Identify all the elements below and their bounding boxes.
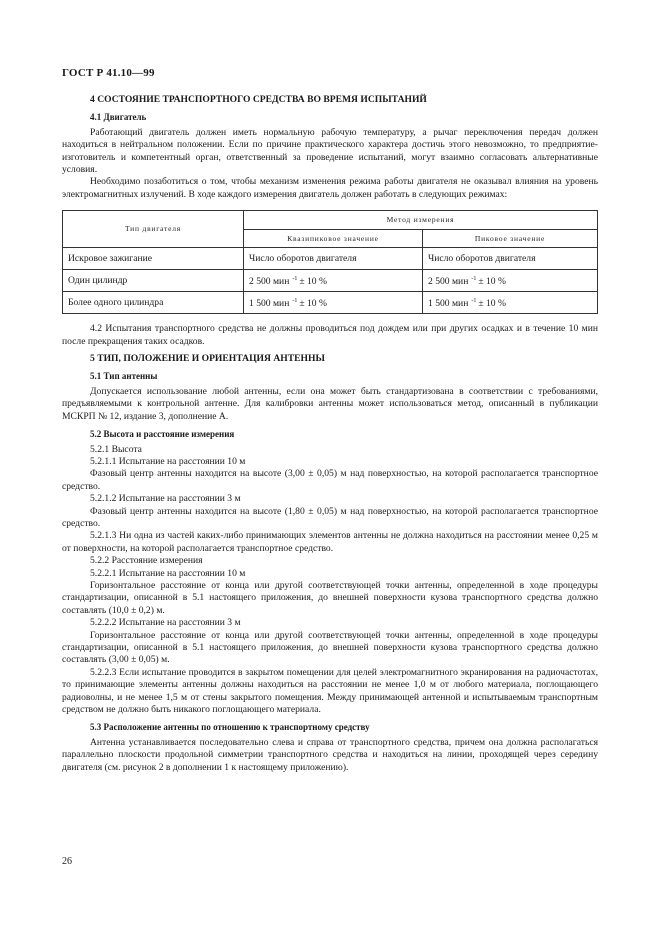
paragraph: Горизонтальное расстояние от конца или другой соответствующей точки антенны, определенной в ходе процедуры стандартизации, описанной в 5.1 настоящего приложения, до внешней поверхности кузова транспортного средства должно составлять (3,00 ± 0,05) м. (62, 629, 598, 666)
section-5-1-title: 5.1 Тип антенны (90, 371, 158, 382)
paragraph: Фазовый центр антенны находится на высоте (3,00 ± 0,05) м над поверхностью, на которой располагается транспортное средство. (62, 468, 598, 492)
table-cell: Искровое зажигание (63, 248, 244, 270)
paragraph: 5.2.2 Расстояние измерения (90, 555, 203, 567)
table-cell: 2 500 мин $^{-1}$ ± 10 % (423, 270, 598, 292)
paragraph: Антенна устанавливается последовательно слева и справа от транспортного средства, причем она должна располагаться параллельно плоскости продольной симметрии транспортного средства и находиться на линии, проходящей через середину двигателя (см. рисунок 2 в дополнении 1 к настоящему приложению). (62, 736, 598, 773)
paragraph: Работающий двигатель должен иметь нормальную рабочую температуру, а рычаг переключения передач должен находиться в нейтральном положении. Если по причине практического характера достичь этого невозможно, то предприятие-изготовитель и компетентный орган, ответственный за проведение испытаний, могут взаимно согласовать альтернативные условия. (62, 126, 598, 176)
paragraph: 5.2.1.3 Ни одна из частей каких-либо принимающих элементов антенны не должна находиться на расстоянии менее 0,25 м от поверхности, на которой располагается транспортное средство. (62, 530, 598, 554)
table-cell: 1 500 мин $^{-1}$ ± 10 % (423, 292, 598, 314)
table-cell: Более одного цилиндра (63, 292, 244, 314)
section-5-2-title: 5.2 Высота и расстояние измерения (90, 429, 235, 440)
section-5-3-title: 5.3 Расположение антенны по отношению к транспортному средству (90, 722, 370, 733)
document-body (62, 94, 598, 774)
document-header: ГОСТ Р 41.10—99 (62, 67, 155, 79)
paragraph: Фазовый центр антенны находится на высоте (1,80 ± 0,05) м над поверхностью, на которой располагается транспортное средство. (62, 505, 598, 529)
paragraph: Необходимо позаботиться о том, чтобы механизм изменения режима работы двигателя не оказывал влияния на уровень электромагнитных излучений. В ходе каждого измерения двигатель должен работать в следующих режимах: (62, 176, 598, 200)
table-header-quasi: Квазипиковое значение (244, 230, 423, 248)
table-row (63, 292, 598, 314)
paragraph: Допускается использование любой антенны, если она может быть стандартизована в соответствии с требованиями, предъявляемыми к контрольной антенне. Для калибровки антенны может использоваться метод, описанный в публикации МСКРП № 12, издание 3, дополнение А. (62, 385, 598, 422)
paragraph: 5.2.1.2 Испытание на расстоянии 3 м (90, 493, 241, 505)
paragraph: 5.2.1 Высота (90, 443, 142, 455)
table-cell: 2 500 мин $^{-1}$ ± 10 % (244, 270, 423, 292)
table-header-engine: Тип двигателя (63, 211, 244, 248)
table-cell: Число оборотов двигателя (244, 248, 423, 270)
table-row (63, 270, 598, 292)
paragraph: 5.2.2.1 Испытание на расстоянии 10 м (90, 567, 246, 579)
paragraph: 4.2 Испытания транспортного средства не должны проводиться под дождем или при других осадках и в течение 10 мин после прекращения таких осадков. (62, 323, 598, 347)
table-cell: 1 500 мин $^{-1}$ ± 10 % (244, 292, 423, 314)
paragraph: Горизонтальное расстояние от конца или другой соответствующей точки антенны, определенной в ходе процедуры стандартизации, описанной в 5.1 настоящего приложения, до внешней поверхности кузова транспортного средства должно составлять (10,0 ± 0,2) м. (62, 579, 598, 616)
paragraph: 5.2.2.2 Испытание на расстоянии 3 м (90, 617, 241, 629)
section-4-title: 4 СОСТОЯНИЕ ТРАНСПОРТНОГО СРЕДСТВА ВО ВРЕМЯ ИСПЫТАНИЙ (90, 94, 427, 105)
section-4-1-title: 4.1 Двигатель (90, 112, 147, 123)
paragraph: 5.2.2.3 Если испытание проводится в закрытом помещении для целей электромагнитного экранирования на радиочастотах, то принимающие элементы антенны должны находиться на расстоянии не менее 1,0 м от любого материала, поглощающего радиоволны, и не менее 1,5 м от стены закрытого помещения. Между принимающей антенной и испытываемым транспортным средством не должно быть никакого поглощающего материала. (62, 666, 598, 716)
table-header-method: Метод измерения (244, 211, 598, 230)
table-header-peak: Пиковое значение (423, 230, 598, 248)
table-cell: Один цилиндр (63, 270, 244, 292)
paragraph: 5.2.1.1 Испытание на расстоянии 10 м (90, 455, 246, 467)
section-5-title: 5 ТИП, ПОЛОЖЕНИЕ И ОРИЕНТАЦИЯ АНТЕННЫ (90, 353, 325, 365)
engine-mode-table (62, 210, 598, 314)
table-row (63, 248, 598, 270)
page-number: 26 (62, 856, 72, 867)
table-cell: Число оборотов двигателя (423, 248, 598, 270)
